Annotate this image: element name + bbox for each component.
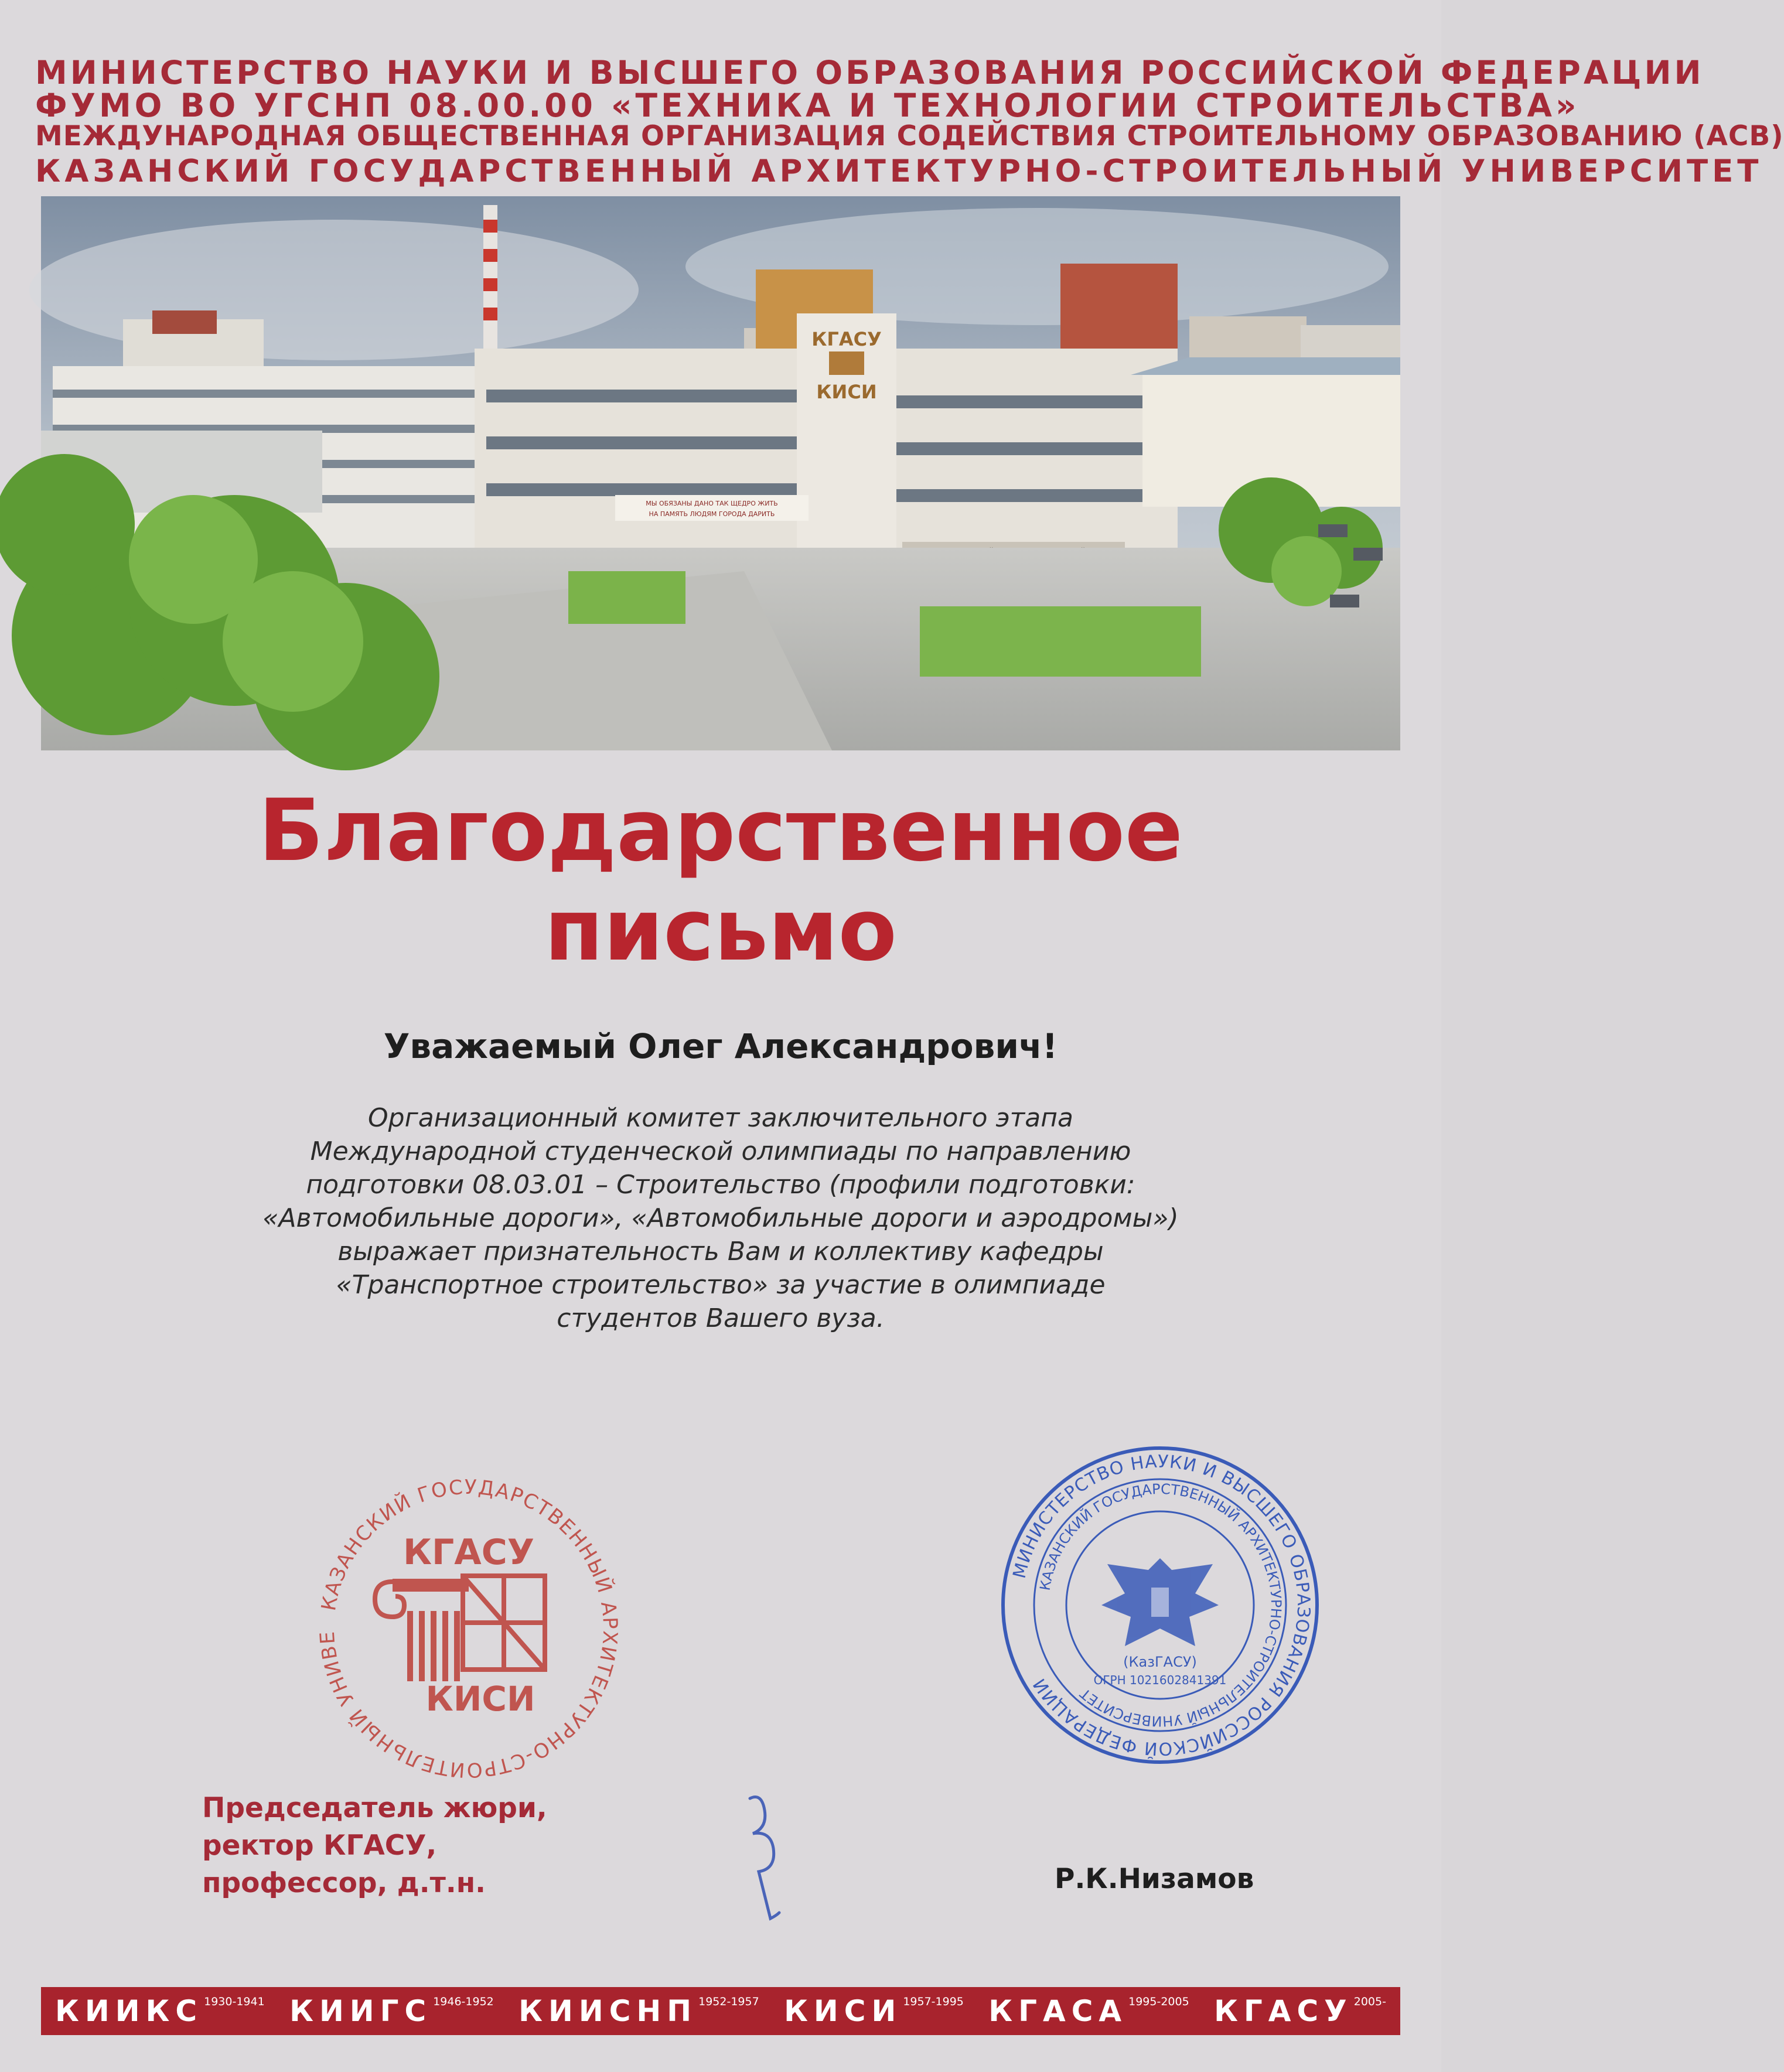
signer-name: Р.К.Низамов — [1055, 1863, 1254, 1895]
signatory-line-2: ректор КГАСУ, — [202, 1829, 437, 1862]
signatory-line-1: Председатель жюри, — [202, 1792, 547, 1824]
banner-line-1: МЫ ОБЯЗАНЫ ДАНО ТАК ЩЕДРО ЖИТЬ — [646, 500, 778, 507]
footer-item: КГАСУ $^{2005-}$ — [1214, 1994, 1386, 2028]
seal-inner-ring: КАЗАНСКИЙ ГОСУДАРСТВЕННЫЙ АРХИТЕКТУРНО-СТРОИТЕЛЬНЫЙ УНИВЕРСИТЕТ — [1036, 1480, 1285, 1730]
body-line: Международной студенческой олимпиады по направлению — [310, 1136, 1131, 1166]
footer-item: КИИСНП $^{1952-1957}$ — [519, 1994, 759, 2028]
logo-ring-text: КАЗАНСКИЙ ГОСУДАРСТВЕННЫЙ АРХИТЕКТУРНО-СТРОИТЕЛЬНЫЙ УНИВЕ — [315, 1475, 622, 1782]
title-line-1: Благодарственное — [258, 781, 1183, 880]
official-seal — [996, 1441, 1324, 1769]
footer-item: КИИКС $^{1930-1941}$ — [55, 1994, 265, 2028]
letter-body — [164, 1101, 1277, 1335]
header-ministry: МИНИСТЕРСТВО НАУКИ И ВЫСШЕГО ОБРАЗОВАНИЯ РОССИЙСКОЙ ФЕДЕРАЦИИ — [35, 54, 1704, 91]
title-line-2: письмо — [544, 880, 897, 980]
footer-item: КГАСА $^{1995-2005}$ — [988, 1994, 1189, 2028]
handwritten-signature — [726, 1787, 809, 1927]
footer-item: КИИГС $^{1946-1952}$ — [289, 1994, 494, 2028]
header-fumo: ФУМО ВО УГСНП 08.00.00 «ТЕХНИКА И ТЕХНОЛОГИИ СТРОИТЕЛЬСТВА» — [35, 87, 1580, 124]
body-line: Организационный комитет заключительного этапа — [368, 1103, 1073, 1133]
logo-top-text: КГАСУ — [402, 1532, 535, 1573]
logo-bottom-text: КИСИ — [425, 1679, 535, 1719]
header-university: КАЗАНСКИЙ ГОСУДАРСТВЕННЫЙ АРХИТЕКТУРНО-СТРОИТЕЛЬНЫЙ УНИВЕРСИТЕТ — [35, 153, 1763, 189]
banner-line-2: НА ПАМЯТЬ ЛЮДЯМ ГОРОДА ДАРИТЬ — [649, 510, 775, 518]
body-line: студентов Вашего вуза. — [557, 1303, 885, 1333]
body-line: «Автомобильные дороги», «Автомобильные дороги и аэродромы») — [262, 1203, 1179, 1233]
building-sign-top: КГАСУ — [811, 328, 882, 350]
footer-item: КИСИ $^{1957-1995}$ — [784, 1994, 964, 2028]
university-logo — [305, 1465, 633, 1793]
seal-center-text: (КазГАСУ) — [1123, 1654, 1197, 1670]
body-line: выражает признательность Вам и коллективу кафедры — [337, 1237, 1104, 1267]
greeting: Уважаемый Олег Александрович! — [383, 1026, 1058, 1066]
body-line: подготовки 08.03.01 – Строительство (профили подготовки: — [306, 1170, 1135, 1200]
header-asv: МЕЖДУНАРОДНАЯ ОБЩЕСТВЕННАЯ ОРГАНИЗАЦИЯ СОДЕЙСТВИЯ СТРОИТЕЛЬНОМУ ОБРАЗОВАНИЮ (АСВ) — [35, 120, 1784, 152]
campus-photo — [41, 196, 1400, 750]
history-footer — [41, 1987, 1400, 2035]
seal-ogrn: ОГРН 1021602841391 — [1093, 1673, 1227, 1687]
building-sign-bottom: КИСИ — [816, 381, 877, 403]
body-line: «Транспортное строительство» за участие в олимпиаде — [336, 1270, 1106, 1300]
seal-outer-ring: МИНИСТЕРСТВО НАУКИ И ВЫСШЕГО ОБРАЗОВАНИЯ РОССИЙСКОЙ ФЕДЕРАЦИИ — [1009, 1451, 1314, 1759]
signatory-line-3: профессор, д.т.н. — [202, 1867, 486, 1899]
signatory-title — [202, 1790, 547, 1902]
